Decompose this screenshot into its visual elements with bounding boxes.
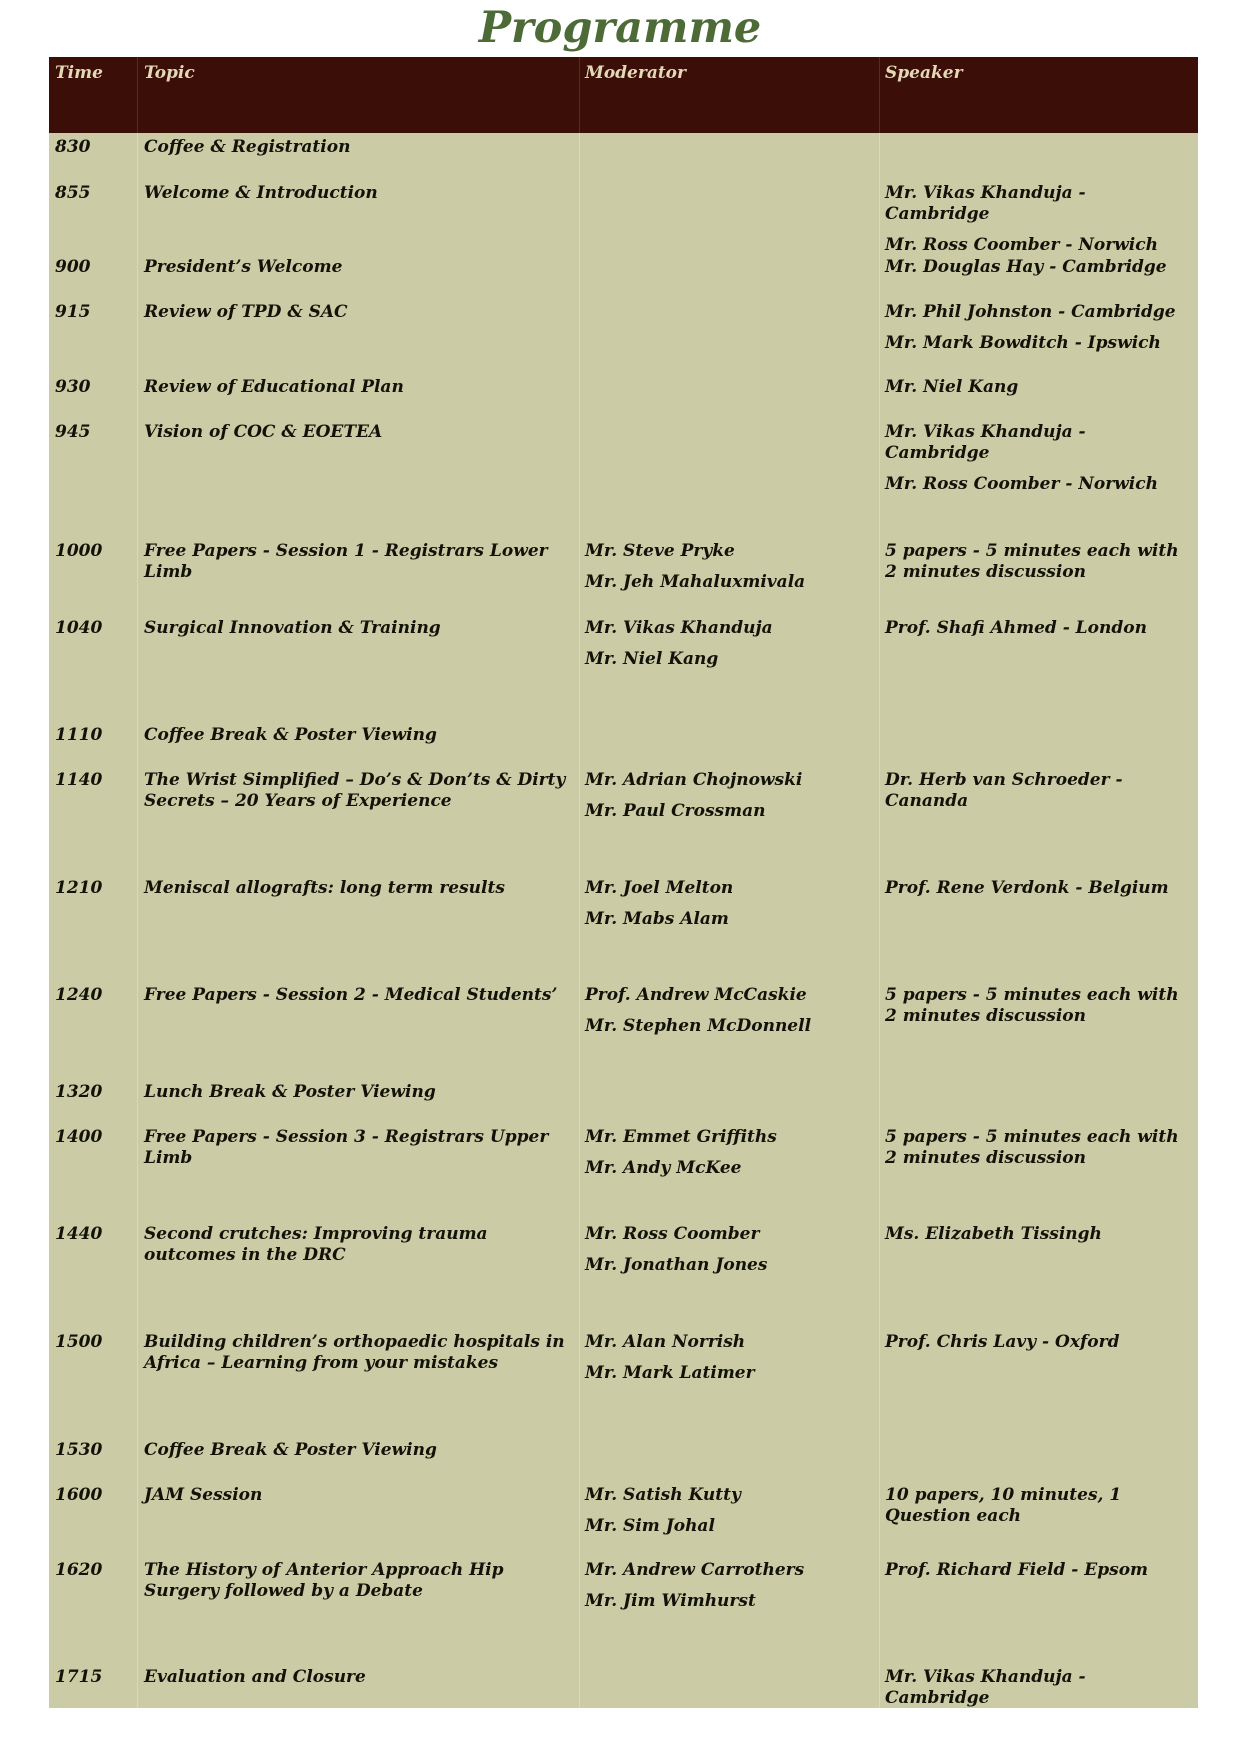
row-time-line: 1040	[55, 618, 103, 638]
row-topic	[144, 422, 574, 443]
row-moderator	[585, 985, 875, 1037]
row-moderator-line: Mr. Mark Latimer	[585, 1363, 755, 1383]
row-topic	[144, 1560, 574, 1602]
row-time-line: 1440	[55, 1224, 103, 1244]
row-time	[55, 770, 135, 791]
row-moderator	[585, 1332, 875, 1384]
row-topic	[144, 725, 574, 746]
row-speaker-line: Ms. Elizabeth Tissingh	[885, 1224, 1102, 1244]
row-moderator	[585, 618, 875, 670]
row-time	[55, 1485, 135, 1506]
row-speaker-line: Prof. Shafi Ahmed - London	[885, 618, 1147, 638]
row-moderator-line: Mr. Jonathan Jones	[585, 1255, 768, 1275]
row-topic	[144, 1127, 574, 1169]
row-time	[55, 183, 135, 204]
row-time-line: 1715	[55, 1667, 103, 1687]
row-speaker	[885, 183, 1193, 256]
row-speaker-line: 5 papers - 5 minutes each with 2 minutes discussion	[885, 541, 1179, 582]
row-moderator	[585, 1127, 875, 1179]
row-speaker	[885, 770, 1193, 812]
row-topic	[144, 302, 574, 323]
row-speaker-line: Mr. Mark Bowditch - Ipswich	[885, 333, 1161, 353]
row-moderator-line: Mr. Niel Kang	[585, 649, 719, 669]
row-speaker	[885, 1485, 1193, 1527]
row-speaker-line: Prof. Richard Field - Epsom	[885, 1560, 1149, 1580]
row-speaker	[885, 1127, 1193, 1169]
row-moderator	[585, 541, 875, 593]
row-moderator	[585, 770, 875, 822]
row-moderator-line: Mr. Jeh Mahaluxmivala	[585, 572, 806, 592]
row-moderator-line: Mr. Vikas Khanduja	[585, 618, 773, 638]
row-moderator-line: Mr. Mabs Alam	[585, 909, 729, 929]
row-moderator-line: Mr. Joel Melton	[585, 878, 734, 898]
row-time	[55, 257, 135, 278]
row-speaker	[885, 1332, 1193, 1353]
row-time	[55, 137, 135, 158]
row-speaker-line: Mr. Niel Kang	[885, 377, 1019, 397]
row-speaker-line: Mr. Ross Coomber - Norwich	[885, 474, 1158, 494]
row-moderator-line: Mr. Ross Coomber	[585, 1224, 760, 1244]
row-speaker-line: 10 papers, 10 minutes, 1 Question each	[885, 1485, 1122, 1526]
page-title: Programme	[478, 3, 762, 53]
row-topic-line: President’s Welcome	[144, 257, 343, 277]
row-speaker-line: Mr. Douglas Hay - Cambridge	[885, 257, 1167, 277]
row-speaker	[885, 302, 1193, 354]
row-topic-line: Coffee & Registration	[144, 137, 351, 157]
row-time	[55, 1560, 135, 1581]
row-speaker-line: Mr. Vikas Khanduja - Cambridge	[885, 422, 1086, 463]
row-speaker	[885, 541, 1193, 583]
row-moderator-line: Mr. Paul Crossman	[585, 801, 766, 821]
row-topic	[144, 1082, 574, 1103]
row-topic-line: Coffee Break & Poster Viewing	[144, 725, 437, 745]
row-speaker-line: 5 papers - 5 minutes each with 2 minutes discussion	[885, 985, 1179, 1026]
row-topic	[144, 770, 574, 812]
row-time	[55, 1127, 135, 1148]
row-moderator-line: Mr. Emmet Griffiths	[585, 1127, 777, 1147]
table-header	[49, 57, 1198, 133]
row-speaker	[885, 257, 1193, 278]
row-time	[55, 985, 135, 1006]
row-topic-line: Vision of COC & EOETEA	[144, 422, 383, 442]
row-time-line: 1110	[55, 725, 103, 745]
row-time	[55, 1667, 135, 1688]
row-time	[55, 618, 135, 639]
row-topic-line: Meniscal allografts: long term results	[144, 878, 505, 898]
row-time-line: 1210	[55, 878, 103, 898]
row-time	[55, 878, 135, 899]
row-time-line: 1140	[55, 770, 103, 790]
row-topic-line: Review of TPD & SAC	[144, 302, 348, 322]
row-time-line: 1600	[55, 1485, 103, 1505]
row-topic-line: Surgical Innovation & Training	[144, 618, 441, 638]
header-time: Time	[55, 63, 103, 83]
row-moderator-line: Mr. Andrew Carrothers	[585, 1560, 805, 1580]
row-speaker	[885, 1667, 1193, 1709]
row-time-line: 1000	[55, 541, 103, 561]
row-time	[55, 1224, 135, 1245]
row-time-line: 930	[55, 377, 91, 397]
row-moderator	[585, 1485, 875, 1537]
row-time-line: 1240	[55, 985, 103, 1005]
row-moderator-line: Mr. Andy McKee	[585, 1158, 742, 1178]
row-topic-line: Welcome & Introduction	[144, 183, 378, 203]
row-topic-line: JAM Session	[144, 1485, 263, 1505]
row-topic-line: Second crutches: Improving trauma outcomes in the DRC	[144, 1224, 488, 1265]
row-time-line: 1320	[55, 1082, 103, 1102]
row-topic-line: Review of Educational Plan	[144, 377, 404, 397]
row-speaker-line: Mr. Vikas Khanduja - Cambridge	[885, 1667, 1086, 1708]
row-topic	[144, 1667, 574, 1688]
row-speaker	[885, 618, 1193, 639]
row-time-line: 1500	[55, 1332, 103, 1352]
programme-table	[49, 57, 1198, 1708]
row-topic	[144, 985, 574, 1006]
row-topic	[144, 257, 574, 278]
row-speaker	[885, 878, 1193, 899]
row-topic	[144, 1224, 574, 1266]
row-time-line: 1530	[55, 1440, 103, 1460]
row-speaker	[885, 985, 1193, 1027]
row-moderator-line: Mr. Sim Johal	[585, 1516, 715, 1536]
row-time	[55, 541, 135, 562]
row-moderator-line: Mr. Steve Pryke	[585, 541, 735, 561]
row-speaker-line: Mr. Ross Coomber - Norwich	[885, 235, 1158, 255]
row-moderator-line: Mr. Jim Wimhurst	[585, 1591, 756, 1611]
row-moderator	[585, 1224, 875, 1276]
row-topic	[144, 618, 574, 639]
row-topic	[144, 377, 574, 398]
row-topic-line: Coffee Break & Poster Viewing	[144, 1440, 437, 1460]
row-speaker-line: Mr. Phil Johnston - Cambridge	[885, 302, 1176, 322]
row-time-line: 855	[55, 183, 91, 203]
row-moderator-line: Mr. Alan Norrish	[585, 1332, 746, 1352]
row-moderator-line: Mr. Adrian Chojnowski	[585, 770, 803, 790]
row-topic	[144, 137, 574, 158]
row-topic	[144, 878, 574, 899]
row-speaker	[885, 377, 1193, 398]
row-topic	[144, 183, 574, 204]
row-topic-line: The History of Anterior Approach Hip Surgery followed by a Debate	[144, 1560, 504, 1601]
row-speaker-line: 5 papers - 5 minutes each with 2 minutes discussion	[885, 1127, 1179, 1168]
header-topic: Topic	[144, 63, 195, 83]
row-topic	[144, 541, 574, 583]
row-time-line: 945	[55, 422, 91, 442]
row-speaker	[885, 1224, 1193, 1245]
row-time	[55, 1082, 135, 1103]
row-topic-line: Free Papers - Session 1 - Registrars Lower Limb	[144, 541, 548, 582]
row-speaker-line: Dr. Herb van Schroeder - Cananda	[885, 770, 1123, 811]
row-topic	[144, 1332, 574, 1374]
row-time-line: 900	[55, 257, 91, 277]
row-time-line: 830	[55, 137, 91, 157]
row-topic-line: The Wrist Simplified – Do’s & Don’ts & Dirty Secrets – 20 Years of Experience	[144, 770, 566, 811]
row-time-line: 1400	[55, 1127, 103, 1147]
row-moderator-line: Mr. Satish Kutty	[585, 1485, 741, 1505]
header-speaker: Speaker	[885, 63, 963, 83]
row-speaker	[885, 422, 1193, 495]
row-time	[55, 302, 135, 323]
row-moderator-line: Mr. Stephen McDonnell	[585, 1016, 812, 1036]
row-speaker-line: Prof. Rene Verdonk - Belgium	[885, 878, 1169, 898]
row-time	[55, 422, 135, 443]
row-speaker-line: Mr. Vikas Khanduja - Cambridge	[885, 183, 1086, 224]
row-moderator	[585, 1560, 875, 1612]
header-moderator: Moderator	[585, 63, 686, 83]
row-speaker-line: Prof. Chris Lavy - Oxford	[885, 1332, 1120, 1352]
row-speaker	[885, 1560, 1193, 1581]
row-time	[55, 377, 135, 398]
row-topic	[144, 1440, 574, 1461]
row-topic-line: Lunch Break & Poster Viewing	[144, 1082, 436, 1102]
row-moderator-line: Prof. Andrew McCaskie	[585, 985, 807, 1005]
row-topic-line: Free Papers - Session 3 - Registrars Upper Limb	[144, 1127, 549, 1168]
row-time	[55, 725, 135, 746]
row-moderator	[585, 878, 875, 930]
row-time	[55, 1332, 135, 1353]
row-topic-line: Free Papers - Session 2 - Medical Students’	[144, 985, 558, 1005]
row-time-line: 1620	[55, 1560, 103, 1580]
row-time	[55, 1440, 135, 1461]
row-topic-line: Building children’s orthopaedic hospitals in Africa – Learning from your mistakes	[144, 1332, 565, 1373]
row-topic	[144, 1485, 574, 1506]
row-topic-line: Evaluation and Closure	[144, 1667, 366, 1687]
row-time-line: 915	[55, 302, 91, 322]
